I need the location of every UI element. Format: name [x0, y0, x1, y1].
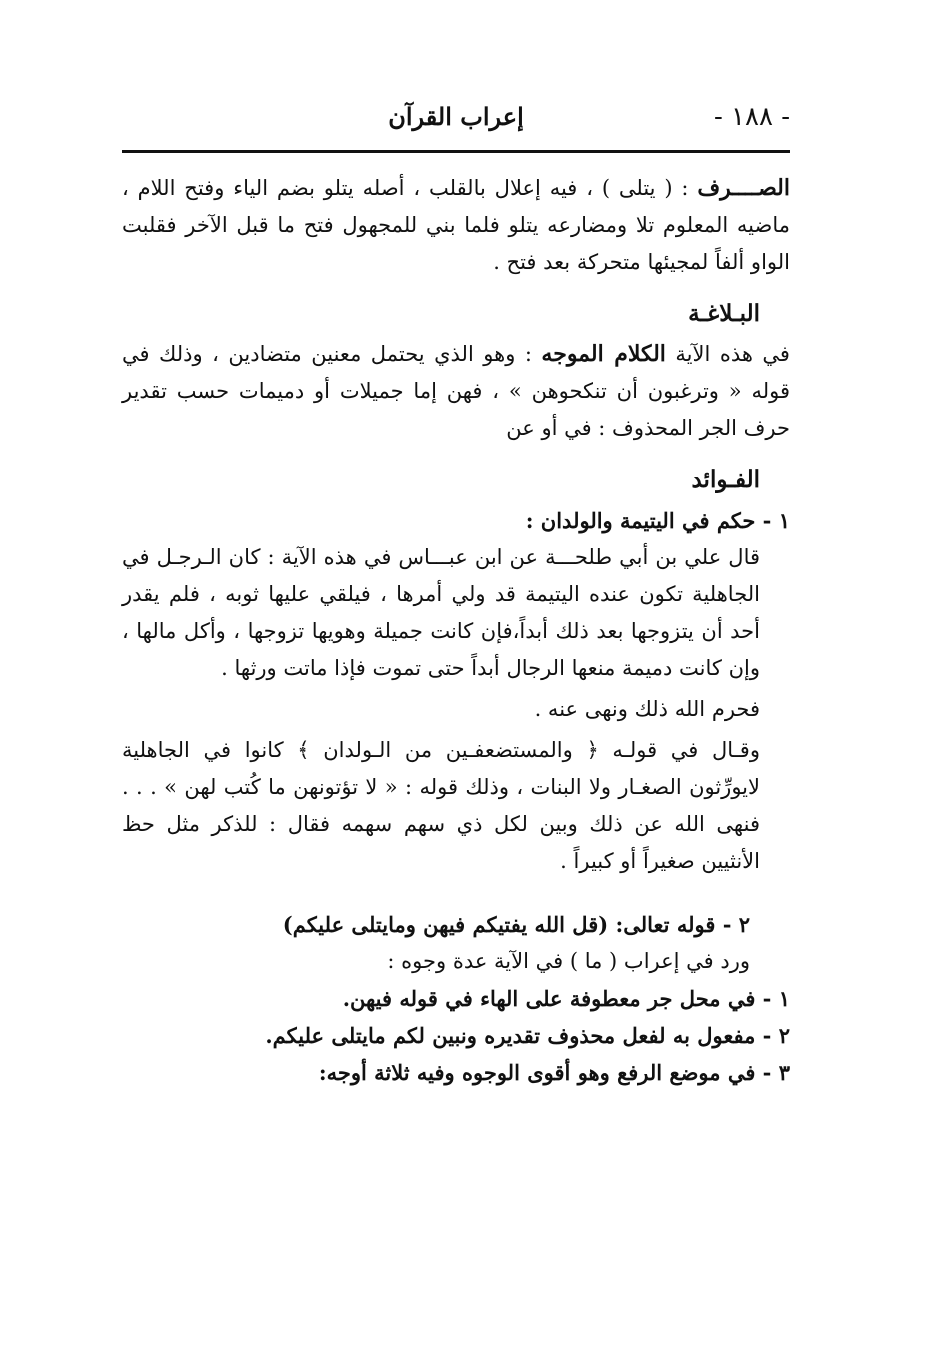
balagha-paragraph [122, 336, 790, 447]
fawaid-item1-title: ١ - حكم في اليتيمة والولدان : [525, 508, 790, 533]
sarf-term: الصــــرف [697, 175, 790, 201]
page-header [122, 100, 790, 140]
page-body [122, 170, 790, 1091]
fawaid-item2-intro: ورد في إعراب ( ما ) في الآية عدة وجوه : [387, 949, 750, 973]
balagha-term: الكلام الموجه [541, 341, 666, 367]
fawaid-sub-item-1: ١ - في محل جر معطوفة على الهاء في قوله فيهن. [342, 986, 790, 1011]
sarf-paragraph [122, 170, 790, 281]
balagha-text: : وهو الذي يحتمل معنين متضادين ، وذلك في قوله « وترغبون أن تنكحوهن » ، فهن إما جميلات أو دميمات حسب تقدير حرف الجر المحذوف : في أو عن [122, 342, 790, 440]
balagha-intro: في هذه الآية [675, 342, 790, 366]
fawaid-sub-item-2: ٢ - مفعول به لفعل محذوف تقديره ونبين لكم مايتلى عليكم. [265, 1023, 790, 1048]
header-rule [122, 150, 790, 153]
fawaid-paragraph-2: فحرم الله ذلك ونهى عنه . [534, 697, 760, 721]
fawaid-heading: الفـوائد [691, 466, 760, 493]
fawaid-sub-item-3: ٣ - في موضع الرفع وهو أقوى الوجوه وفيه ثلاثة أوجه: [318, 1060, 790, 1085]
page-number: - ١٨٨ - [713, 102, 790, 132]
spacer [122, 894, 790, 906]
fawaid-item2-title: ٢ - قوله تعالى: (قل الله يفتيكم فيهن ومايتلى عليكم) [282, 912, 750, 937]
balagha-heading: البـلاغـة [688, 300, 760, 327]
sarf-text: : ( يتلى ) ، فيه إعلال بالقلب ، أصله يتلو بضم الياء وفتح اللام ، ماضيه المعلوم تلا ومضارعه يتلو فلما بني للمجهول فتح ما قبل الآخر فقلبت الواو ألفاً لمجيئها متحركة بعد فتح . [122, 176, 790, 274]
fawaid-paragraph-3: وقـال في قولـه ﴿ والمستضعفـين من الـولدان ﴾ كانوا في الجاهلية لايورِّثون الصغـار ولا البنات ، وذلك قوله : « لا تؤتونهن ما كُتب لهن » . . . فنهى الله عن ذلك وبين لكل ذي سهم سهمه فقال : للذكر مثل حظ الأنثيين صغيراً أو كبيراً . [122, 738, 760, 873]
book-title: إعراب القرآن [388, 102, 524, 131]
fawaid-paragraph-1: قال علي بن أبي طلحـــة عن ابن عبـــاس في هذه الآية : كان الـرجـل في الجاهلية تكون عنده اليتيمة قد ولي أمرها ، فيلقي عليها ثوبه ، فلم يقدر أحد أن يتزوجها بعد ذلك أبداً،فإن كانت جميلة وهويها تزوجها ، وأكل مالها ، وإن كانت دميمة منعها الرجال أبداً حتى تموت فإذا ماتت ورثها . [122, 545, 760, 680]
